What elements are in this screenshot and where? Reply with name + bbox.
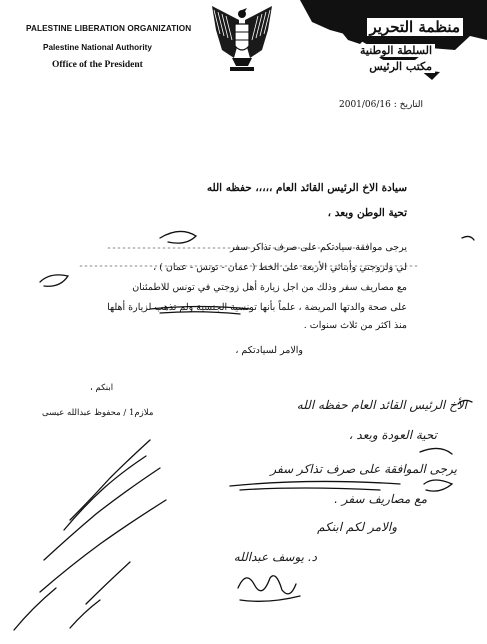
body-line: يرجى موافقة سيادتكم على صرف تذاكر سفر [230, 242, 407, 253]
office-name-ar: مكتب الرئيس [366, 60, 435, 73]
authority-name-en: Palestine National Authority [43, 43, 152, 52]
underline-mark [230, 481, 400, 486]
body-line: منذ اكثر من ثلاث سنوات . [303, 320, 407, 331]
body-line: لي ولزوجتي وأبنائي الأربعة على الخط ( عمان - تونس - عمان ) ، [153, 262, 407, 273]
handwritten-line: تحية العودة وبعد ، [348, 428, 437, 442]
handwritten-line: مع مصاريف سفر . [334, 492, 427, 506]
signature-name: ملازم1 / محفوظ عبدالله عيسى [42, 408, 154, 418]
signature-scrawl [238, 576, 296, 594]
margin-bracket-mark [458, 400, 472, 404]
circle-mark [40, 275, 68, 286]
circle-mark [420, 448, 452, 454]
margin-bracket-mark [462, 236, 474, 240]
circle-mark [160, 231, 196, 243]
underline-mark [240, 488, 380, 490]
circle-mark [424, 480, 452, 491]
signature-title: ابنكم ، [90, 383, 114, 393]
letter-addressee: سيادة الاخ الرئيس القائد العام ،،،،، حفظه الله [206, 182, 407, 194]
letter-date: التاريخ : 2001/06/16 [339, 100, 423, 110]
letter-closing: والامر لسيادتكم ، [235, 345, 303, 356]
body-line: مع مصاريف سفر وذلك من اجل زيارة أهل زوجتي في تونس للاطمئنان [132, 282, 407, 293]
handwritten-line: الأخ الرئيس القائد العام حفظه الله [296, 398, 467, 412]
office-name-en: Office of the President [52, 60, 143, 70]
handwritten-line: والامر لكم ابنكم [317, 520, 397, 534]
underline-mark [150, 307, 250, 310]
handwritten-line: يرجى الموافقة على صرف تذاكر سفر [270, 462, 457, 476]
authority-name-ar: السلطة الوطنية [357, 44, 435, 57]
organization-name-en: PALESTINE LIBERATION ORGANIZATION [26, 24, 192, 33]
handwritten-line: د. يوسف عبدالله [233, 550, 317, 564]
diagonal-handwriting [14, 440, 166, 630]
underline-mark [160, 312, 240, 314]
organization-name-ar: منظمة التحرير [367, 18, 463, 36]
body-line: على صحة والدتها المريضة ، علماً بأنها تونسية الجنسية ولم تذهب لزيارة أهلها [107, 302, 407, 313]
letter-greeting: تحية الوطن وبعد ، [327, 207, 407, 219]
